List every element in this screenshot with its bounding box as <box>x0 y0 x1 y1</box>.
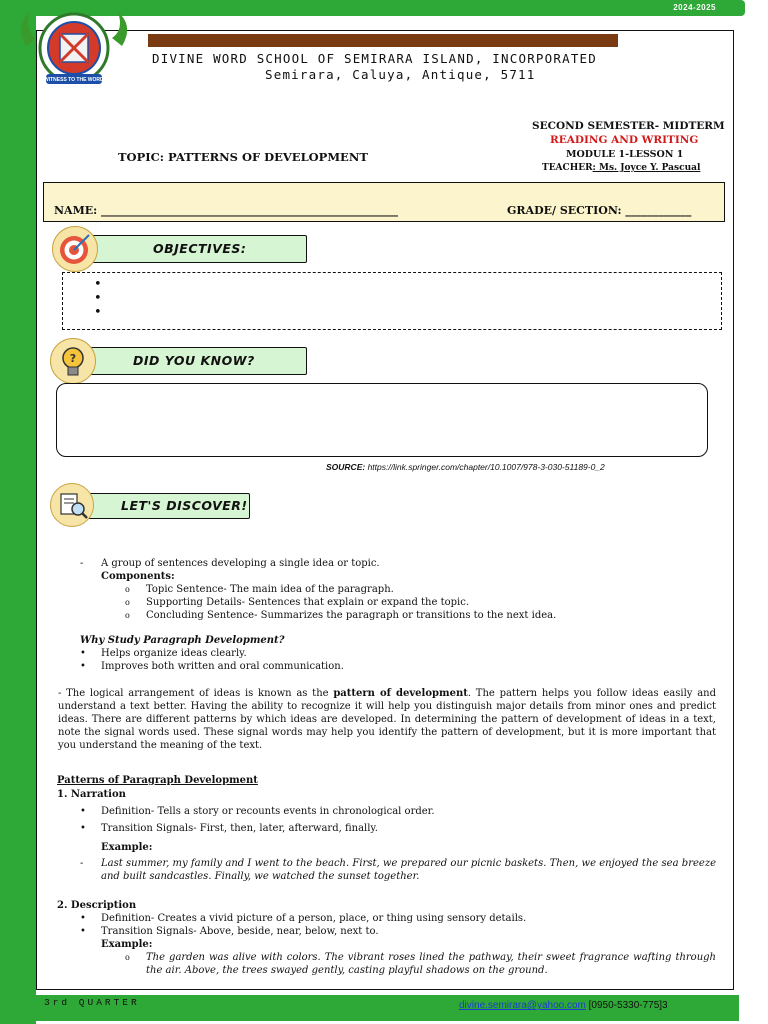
did-you-know-box <box>56 383 708 457</box>
footer-email-link[interactable]: divine.semirara@yahoo.com <box>459 1000 586 1011</box>
lightbulb-icon <box>50 338 96 384</box>
module-label: MODULE 1-LESSON 1 <box>566 149 684 160</box>
footer-phone: [0950-5330-775]3 <box>585 1000 668 1011</box>
component-item: Concluding Sentence- Summarizes the paragraph or transitions to the next idea. <box>146 610 557 621</box>
sub-bullet: o <box>125 598 130 607</box>
dash: - <box>80 558 84 569</box>
grade-section-field[interactable]: GRADE/ SECTION: ____________ <box>507 204 692 217</box>
teacher-label-text: TEACHER <box>542 163 593 173</box>
components-label: Components: <box>101 571 175 582</box>
source-line <box>326 462 605 472</box>
teacher-label <box>542 163 700 173</box>
sub-bullet: o <box>125 585 130 594</box>
target-icon <box>52 226 98 272</box>
sub-bullet: o <box>125 611 130 620</box>
component-item: Supporting Details- Sentences that explain or expand the topic. <box>146 597 469 608</box>
bullet: • <box>80 661 86 672</box>
school-name: DIVINE WORD SCHOOL OF SEMIRARA ISLAND, INCORPORATED <box>152 51 598 66</box>
patterns-heading: Patterns of Paragraph Development <box>57 775 258 786</box>
description-definition: Definition- Creates a vivid picture of a person, place, or thing using sensory details. <box>101 913 527 924</box>
description-title: 2. Description <box>57 900 137 911</box>
logo-motto: WITNESS TO THE WORD <box>44 77 104 83</box>
topic-title: TOPIC: PATTERNS OF DEVELOPMENT <box>118 150 368 164</box>
narration-definition: Definition- Tells a story or recounts events in chronological order. <box>101 806 435 817</box>
did-you-know-banner <box>80 347 307 375</box>
component-item: Topic Sentence- The main idea of the paragraph. <box>146 584 394 595</box>
why-heading: Why Study Paragraph Development? <box>80 635 285 646</box>
why-item: Improves both written and oral communication. <box>101 661 344 672</box>
school-year: 2024-2025 <box>673 3 716 12</box>
source-url[interactable]: https://link.springer.com/chapter/10.1007/978-3-030-51189-0_2 <box>367 462 605 472</box>
sub-bullet: o <box>125 953 130 962</box>
teacher-name: : Ms. Joyce Y. Pascual <box>592 163 701 173</box>
footer-contact <box>459 1000 668 1011</box>
intro-text-2: . The pattern helps you follow ideas easily and understand a text better. Having the ability to recognize it will help you distinguish major details from minor ones and predict ideas. There are different patterns by which ideas are developed. In determining the pattern of development of ideas in a text, note the signal words used. These signal words may help you identify the pattern of development, but it is more important that you understand the meaning of the text. <box>58 688 717 751</box>
bullet: • <box>80 648 86 659</box>
bullet: • <box>80 806 86 817</box>
svg-text:?: ? <box>69 352 77 365</box>
school-address: Semirara, Caluya, Antique, 5711 <box>265 67 536 82</box>
narration-title: 1. Narration <box>57 789 126 800</box>
did-you-know-title: DID YOU KNOW? <box>133 353 255 368</box>
semester-label: SECOND SEMESTER- MIDTERM <box>532 120 725 132</box>
description-signals: Transition Signals- Above, beside, near, below, next to. <box>101 926 379 937</box>
objectives-banner <box>80 235 307 263</box>
intro-text-1: - The logical arrangement of ideas is known as the <box>58 688 334 699</box>
narration-example-label: Example: <box>101 842 153 853</box>
objective-bullet: • <box>94 277 102 292</box>
objective-bullet: • <box>94 305 102 320</box>
footer-quarter: 3rd QUARTER <box>44 997 140 1008</box>
description-example-label: Example: <box>101 939 153 950</box>
narration-signals: Transition Signals- First, then, later, afterward, finally. <box>101 823 378 834</box>
magnifier-icon <box>50 483 94 527</box>
objective-bullet: • <box>94 291 102 306</box>
intro-bold: pattern of development <box>333 688 468 699</box>
bullet: • <box>80 823 86 834</box>
description-example: The garden was alive with colors. The vibrant roses lined the pathway, their sweet fragrance wafting through the air. Above, the trees swayed gently, casting playful shadows on the ground. <box>146 952 716 976</box>
header-brown-bar <box>148 34 618 47</box>
name-field[interactable]: NAME: ______________________________________________________ <box>54 204 399 217</box>
bullet: • <box>80 913 86 924</box>
narration-example: Last summer, my family and I went to the beach. First, we prepared our picnic baskets. Then, we enjoyed the sea breeze and built sandcastles. Finally, we watched the sunset together. <box>101 858 716 882</box>
source-label: SOURCE: <box>326 462 366 472</box>
dash: - <box>80 858 84 869</box>
objectives-title: OBJECTIVES: <box>153 241 247 256</box>
bullet: • <box>80 926 86 937</box>
subject-label: READING AND WRITING <box>550 134 699 146</box>
paragraph-definition: A group of sentences developing a single idea or topic. <box>101 558 380 569</box>
intro-paragraph <box>58 687 716 752</box>
objectives-box <box>62 272 722 330</box>
lets-discover-banner <box>78 493 250 519</box>
lets-discover-title: LET'S DISCOVER! <box>121 498 248 513</box>
why-item: Helps organize ideas clearly. <box>101 648 247 659</box>
left-green-border <box>0 16 36 1024</box>
